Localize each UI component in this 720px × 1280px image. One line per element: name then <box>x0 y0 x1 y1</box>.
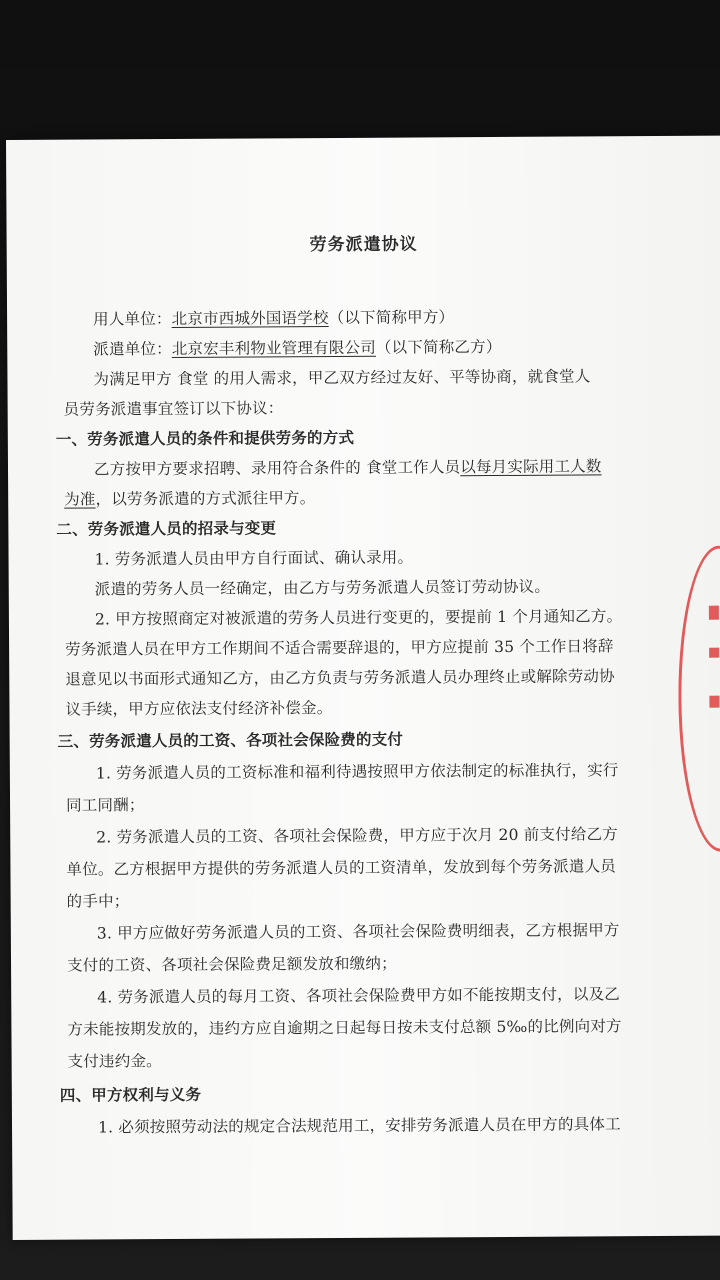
dispatcher-line <box>93 335 501 359</box>
employer-label: 用人单位： <box>93 309 172 329</box>
seal-mark <box>709 606 719 620</box>
section-1-line-1 <box>94 454 602 479</box>
section-2-heading: 二、劳务派遣人员的招录与变更 <box>56 519 277 539</box>
document-page <box>6 136 720 1240</box>
intro-line-2: 员劳务派遣事宜签订以下协议： <box>63 399 284 419</box>
section-2-line: 2. 甲方按照商定对被派遣的劳务人员进行变更的，要提前 1 个月通知乙方。 <box>94 607 623 629</box>
section-3-line: 单位。乙方根据甲方提供的劳务派遣人员的工资清单，发放到每个劳务派遣人员 <box>66 857 617 879</box>
section-1-line-2 <box>64 486 315 510</box>
section-2-line: 派遣的劳务人员一经确定，由乙方与劳务派遣人员签订劳动协议。 <box>94 577 551 599</box>
section-4-heading: 四、甲方权利与义务 <box>59 1085 202 1105</box>
intro-line-1: 为满足甲方 食堂 的用人需求，甲乙双方经过友好、平等协商，就食堂人 <box>93 367 591 389</box>
section-3-line: 方未能按期发放的，违约方应自逾期之日起每日按未支付总额 5‰的比例向对方 <box>67 1017 622 1039</box>
dispatcher-name: 北京宏丰利物业管理有限公司 <box>171 338 376 358</box>
section-3-heading: 三、劳务派遣人员的工资、各项社会保险费的支付 <box>57 730 404 751</box>
section-1-line-2-plain: ，以劳务派遣的方式派往甲方。 <box>95 489 316 509</box>
section-3-line: 支付违约金。 <box>67 1052 162 1071</box>
section-3-line: 支付的工资、各项社会保险费足额发放和缴纳； <box>66 954 397 975</box>
section-1-line-1-plain: 乙方按甲方要求招聘、录用符合条件的 食堂工作人员 <box>93 458 461 479</box>
section-3-line: 的手中； <box>66 892 130 911</box>
dispatcher-suffix: （以下简称乙方） <box>375 337 502 357</box>
section-3-line: 同工同酬； <box>66 796 145 815</box>
section-1-line-2-underlined: 为准 <box>64 490 96 509</box>
section-3-line: 3. 甲方应做好劳务派遣人员的工资、各项社会保险费明细表，乙方根据甲方 <box>96 921 620 943</box>
section-3-line: 2. 劳务派遣人员的工资、各项社会保险费，甲方应于次月 20 前支付给乙方 <box>96 825 619 847</box>
section-2-line: 1. 劳务派遣人员由甲方自行面试、确认录用。 <box>94 548 414 569</box>
section-2-line: 议手续，甲方应依法支付经济补偿金。 <box>65 699 333 719</box>
section-1-heading: 一、劳务派遣人员的条件和提供劳务的方式 <box>55 428 355 449</box>
document-body <box>6 136 720 1137</box>
seal-mark <box>709 648 719 658</box>
employer-name: 北京市西城外国语学校 <box>171 309 329 328</box>
seal-mark <box>709 696 719 708</box>
section-2-line: 退意见以书面形式通知乙方，由乙方负责与劳务派遣人员办理终止或解除劳动协 <box>65 667 615 689</box>
section-2-line: 劳务派遣人员在甲方工作期间不适合需要辞退的，甲方应提前 35 个工作日将辞 <box>65 637 614 659</box>
section-4-line: 1. 必须按照劳动法的规定合法规范用工，安排劳务派遣人员在甲方的具体工 <box>97 1115 621 1137</box>
document-title: 劳务派遣协议 <box>309 234 418 256</box>
section-3-line: 4. 劳务派遣人员的每月工资、各项社会保险费甲方如不能按期支付，以及乙 <box>97 985 621 1007</box>
employer-line <box>93 305 454 329</box>
section-3-line: 1. 劳务派遣人员的工资标准和福利待遇按照甲方依法制定的标准执行，实行 <box>95 761 619 783</box>
employer-suffix: （以下简称甲方） <box>328 308 455 328</box>
dispatcher-label: 派遣单位： <box>93 339 172 359</box>
section-1-line-1-underlined: 以每月实际用工人数 <box>460 457 602 477</box>
